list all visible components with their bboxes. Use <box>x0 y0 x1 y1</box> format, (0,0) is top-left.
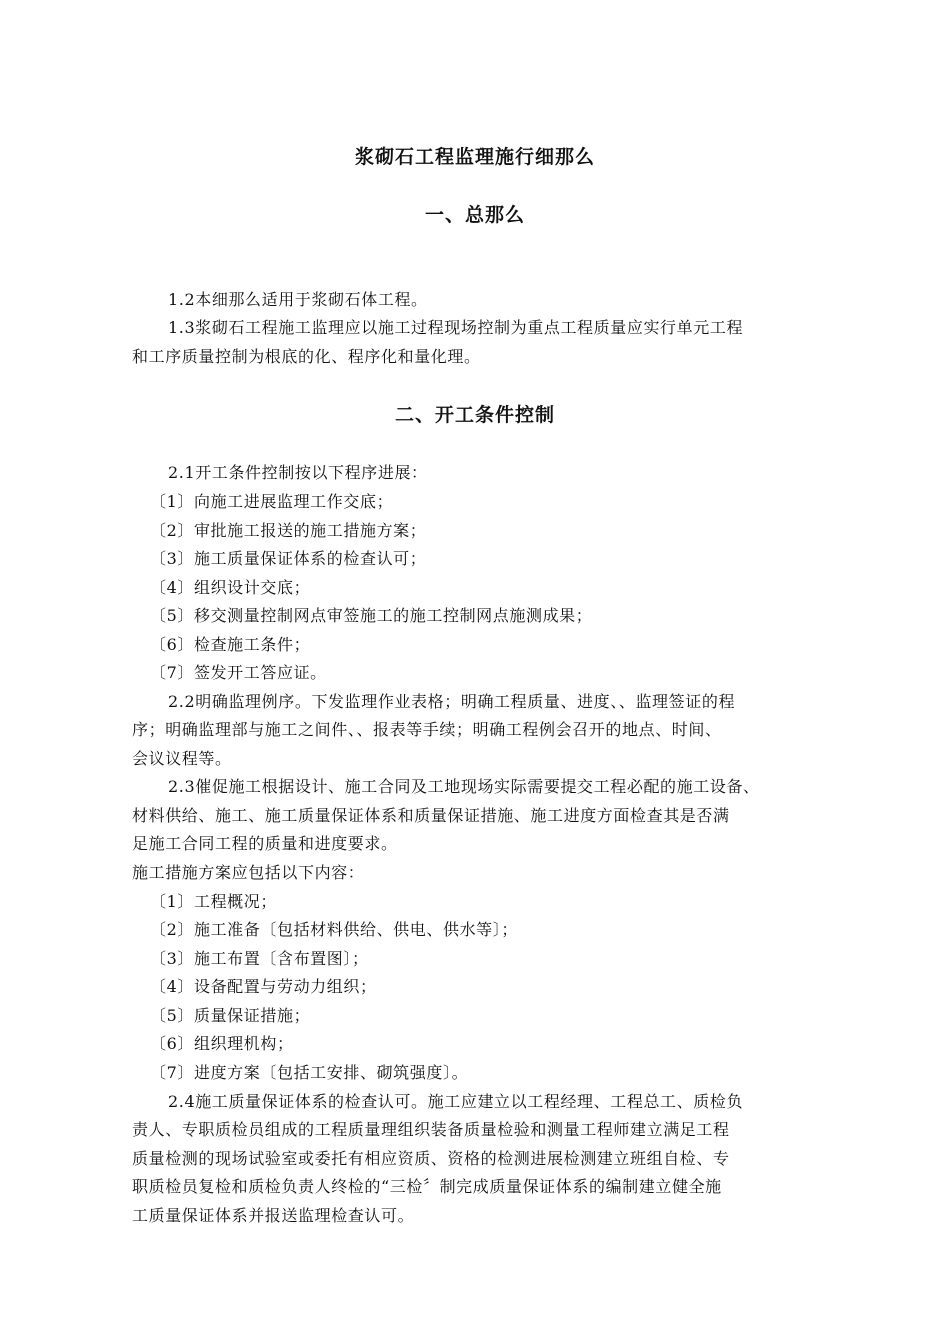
step-item-4: 〔4〕组织设计交底； <box>150 578 311 597</box>
paragraph-2-4-line-5: 工质量保证体系并报送监理检查认可。 <box>132 1206 415 1225</box>
plan-item-3: 〔3〕施工布置〔含布置图〕； <box>150 949 369 968</box>
plan-item-2: 〔2〕施工准备〔包括材料供给、供电、供水等〕； <box>150 920 518 939</box>
paragraph-2-3-line-2: 材料供给、施工、施工质量保证体系和质量保证措施、施工进度方面检查其是否满 <box>132 806 730 825</box>
paragraph-2-2-line-3: 会议议程等。 <box>132 749 232 768</box>
plan-item-6: 〔6〕组织理机构； <box>150 1034 294 1053</box>
paragraph-2-3-line-1: 2.3催促施工根据设计、施工合同及工地现场实际需要提交工程必配的施工设备、 <box>168 777 760 796</box>
plan-item-7: 〔7〕进度方案〔包括工安排、砌筑强度〕。 <box>150 1063 469 1082</box>
step-item-6: 〔6〕检查施工条件； <box>150 635 311 654</box>
paragraph-2-4-line-1: 2.4施工质量保证体系的检查认可。施工应建立以工程经理、工程总工、质检负 <box>168 1092 744 1111</box>
paragraph-2-3-line-3: 足施工合同工程的质量和进度要求。 <box>132 834 398 853</box>
step-item-7: 〔7〕签发开工答应证。 <box>150 663 327 682</box>
paragraph-2-4-line-3: 质量检测的现场试验室或委托有相应资质、资格的检测进展检测建立班组自检、专 <box>132 1149 730 1168</box>
plan-intro: 施工措施方案应包括以下内容： <box>132 863 365 882</box>
section-2-heading: 二、开工条件控制 <box>394 404 555 426</box>
paragraph-2-4-line-2: 责人、专职质检员组成的工程质量理组织装备质量检验和测量工程师建立满足工程 <box>132 1120 730 1139</box>
paragraph-2-2-line-1: 2.2明确监理例序。下发监理作业表格；明确工程质量、进度、、监理签证的程 <box>168 692 736 711</box>
document-title: 浆砌石工程监理施行细那么 <box>354 146 595 168</box>
plan-item-4: 〔4〕设备配置与劳动力组织； <box>150 977 377 996</box>
step-item-5: 〔5〕移交测量控制网点审签施工的施工控制网点施测成果； <box>150 606 593 625</box>
paragraph-1-3-line-2: 和工序质量控制为根底的化、程序化和量化理。 <box>132 347 481 366</box>
plan-item-5: 〔5〕质量保证措施； <box>150 1006 311 1025</box>
plan-item-1: 〔1〕工程概况； <box>150 892 277 911</box>
step-item-1: 〔1〕向施工进展监理工作交底； <box>150 492 394 511</box>
step-item-3: 〔3〕施工质量保证体系的检查认可； <box>150 549 427 568</box>
step-item-2: 〔2〕审批施工报送的施工措施方案； <box>150 521 427 540</box>
paragraph-2-1: 2.1开工条件控制按以下程序进展： <box>168 463 428 482</box>
paragraph-2-2-line-2: 序；明确监理部与施工之间件、、报表等手续；明确工程例会召开的地点、时间、 <box>132 720 722 739</box>
paragraph-1-2: 1.2本细那么适用于浆砌石体工程。 <box>168 290 428 309</box>
paragraph-1-3-line-1: 1.3浆砌石工程施工监理应以施工过程现场控制为重点工程质量应实行单元工程 <box>168 318 744 337</box>
section-1-heading: 一、总那么 <box>424 204 525 226</box>
paragraph-2-4-line-4: 职质检员复检和质检负责人终检的“三检〞制完成质量保证体系的编制建立健全施 <box>132 1177 722 1196</box>
